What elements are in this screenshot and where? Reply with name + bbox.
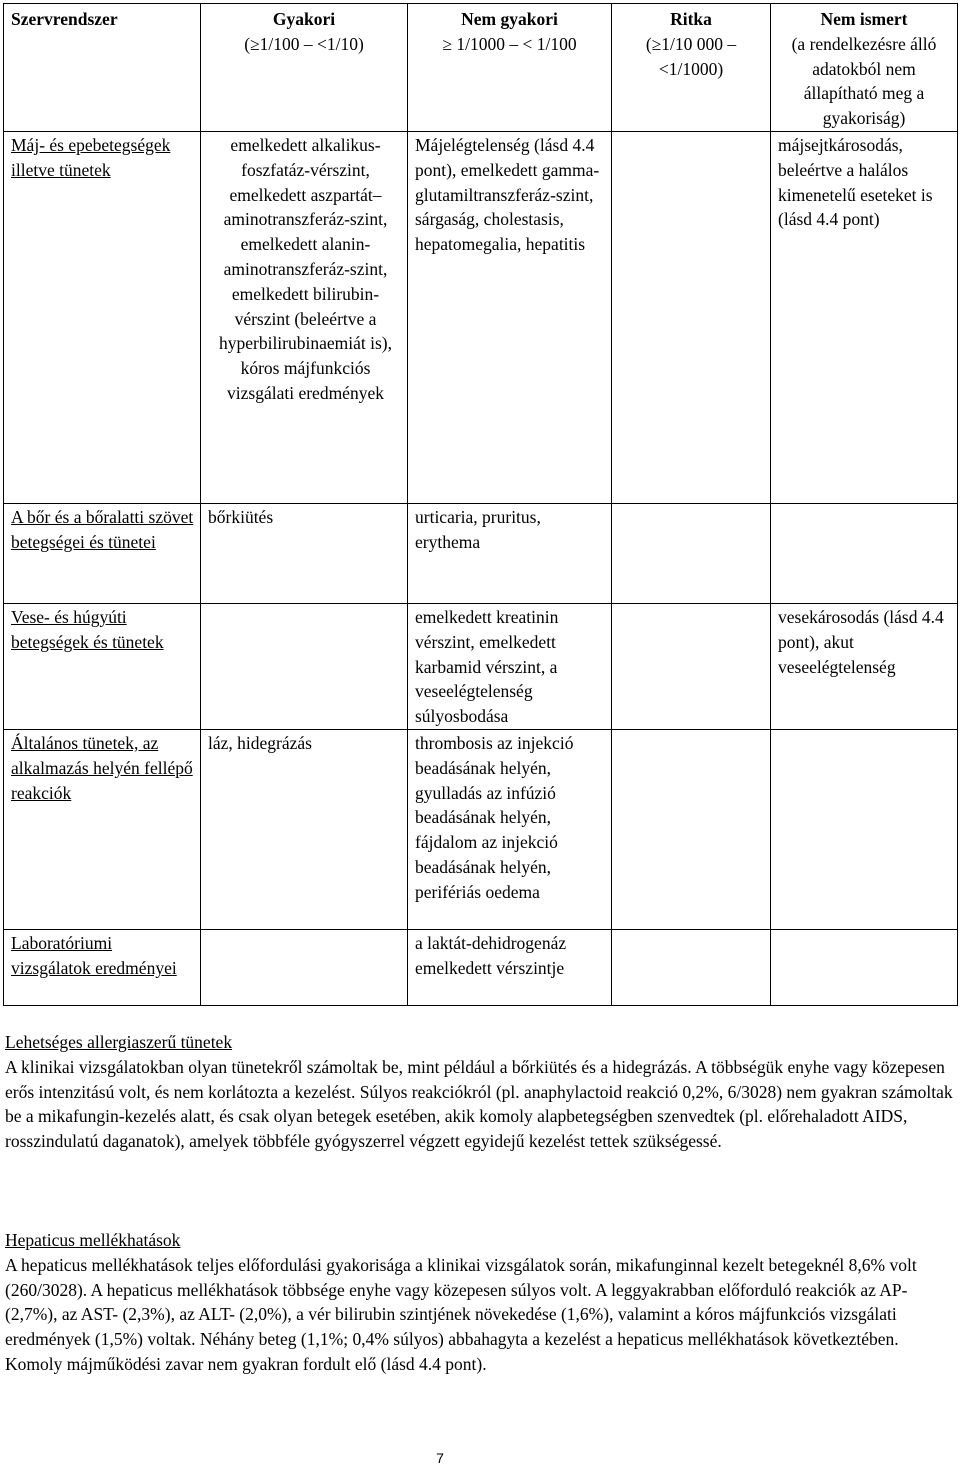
organ-skin: A bőr és a bőralatti szövet betegségei és tünetei xyxy=(4,503,201,603)
cell-common: bőrkiütés xyxy=(201,503,408,603)
header-unknown: Nem ismert (a rendelkezésre álló adatokból nem állapítható meg a gyakoriság) xyxy=(771,4,958,132)
hepatic-section-title: Hepaticus mellékhatások xyxy=(5,1230,181,1250)
header-uncommon-range: ≥ 1/1000 – < 1/100 xyxy=(442,33,577,54)
organ-general: Általános tünetek, az alkalmazás helyén fellépő reakciók xyxy=(4,729,201,929)
table-row xyxy=(4,603,958,729)
header-common: Gyakori (≥1/100 – <1/10) xyxy=(201,4,408,132)
table-row xyxy=(4,131,958,503)
cell-rare xyxy=(612,929,771,1005)
header-unknown-range: (a rendelkezésre álló adatokból nem állapítható meg a gyakoriság) xyxy=(791,33,937,129)
header-organ-system: Szervrendszer xyxy=(4,4,201,132)
page-number: 7 xyxy=(436,1450,444,1466)
table-row xyxy=(4,503,958,603)
organ-hepatobiliary: Máj- és epebetegségek illetve tünetek xyxy=(4,131,201,503)
hepatic-section-body: A hepaticus mellékhatások teljes előfordulási gyakorisága a klinikai vizsgálatok során, mikafunginnal kezelt betegeknél 8,6% volt (260/3028). A hepaticus mellékhatások többsége enyhe vagy közepesen súlyos volt. A leggyakrabban előforduló reakciók az AP- (2,7%), az AST- (2,3%), az ALT- (2,0%), a vér bilirubin szintjének növekedése (1,6%), valamint a kóros májfunkciós vizsgálati eredmények (1,5%) voltak. Néhány beteg (1,1%; 0,4% súlyos) abbahagyta a kezelést a hepaticus mellékhatások következtében. Komoly májműködési zavar nem gyakran fordult elő (lásd 4.4 pont). xyxy=(5,1254,917,1374)
cell-uncommon: emelkedett kreatinin vérszint, emelkedett karbamid vérszint, a veseelégtelenség súlyosbodása xyxy=(408,603,612,729)
cell-unknown xyxy=(771,929,958,1005)
cell-rare xyxy=(612,729,771,929)
organ-renal: Vese- és húgyúti betegségek és tünetek xyxy=(4,603,201,729)
cell-uncommon: a laktát-dehidrogenáz emelkedett vérszintje xyxy=(408,929,612,1005)
allergy-section-body: A klinikai vizsgálatokban olyan tünetekről számoltak be, mint például a bőrkiütés és a hidegrázás. A többségük enyhe vagy közepesen erős intenzitású volt, és nem korlátozta a kezelést. Súlyos reakciókról (pl. anaphylactoid reakció 0,2%, 6/3028) nem gyakran számoltak be a mikafungin-kezelés alatt, és csak olyan betegek esetében, akik komoly alapbetegségben szenvedtek (pl. előrehaladott AIDS, rosszindulatú daganatok), amelyek többféle gyógyszerrel végzett egyidejű kezelést tettek szükségessé. xyxy=(5,1056,953,1152)
table-row xyxy=(4,729,958,929)
allergy-section xyxy=(5,1030,955,1154)
adverse-reactions-table xyxy=(3,3,958,1006)
cell-uncommon: Májelégtelenség (lásd 4.4 pont), emelkedett gamma-glutamiltranszferáz-szint, sárgaság, cholestasis, hepatomegalia, hepatitis xyxy=(408,131,612,503)
cell-common: láz, hidegrázás xyxy=(201,729,408,929)
hepatic-section xyxy=(5,1228,955,1377)
cell-common xyxy=(201,929,408,1005)
header-rare-range: (≥1/10 000 – <1/1000) xyxy=(645,33,737,79)
allergy-section-title: Lehetséges allergiaszerű tünetek xyxy=(5,1032,233,1052)
cell-uncommon: urticaria, pruritus, erythema xyxy=(408,503,612,603)
header-uncommon: Nem gyakori ≥ 1/1000 – < 1/100 xyxy=(408,4,612,132)
header-rare: Ritka (≥1/10 000 – <1/1000) xyxy=(612,4,771,132)
organ-investigations: Laboratóriumi vizsgálatok eredményei xyxy=(4,929,201,1005)
cell-unknown xyxy=(771,503,958,603)
cell-common: emelkedett alkalikus-foszfatáz-vérszint, emelkedett aszpartát–aminotranszferáz-szint, emelkedett alanin-aminotranszferáz-szint, emelkedett bilirubin-vérszint (beleértve a hyperbilirubinaemiát is), kóros májfunkciós vizsgálati eredmények xyxy=(201,131,408,503)
cell-rare xyxy=(612,503,771,603)
cell-common xyxy=(201,603,408,729)
table-row xyxy=(4,929,958,1005)
header-common-range: (≥1/100 – <1/10) xyxy=(244,33,364,54)
cell-rare xyxy=(612,131,771,503)
cell-unknown: vesekárosodás (lásd 4.4 pont), akut veseelégtelenség xyxy=(771,603,958,729)
cell-unknown xyxy=(771,729,958,929)
cell-rare xyxy=(612,603,771,729)
cell-unknown: májsejtkárosodás, beleértve a halálos kimenetelű eseteket is (lásd 4.4 pont) xyxy=(771,131,958,503)
cell-uncommon: thrombosis az injekció beadásának helyén, gyulladás az infúzió beadásának helyén, fájdalom az injekció beadásának helyén, perifériás oedema xyxy=(408,729,612,929)
table-header-row xyxy=(4,4,958,132)
